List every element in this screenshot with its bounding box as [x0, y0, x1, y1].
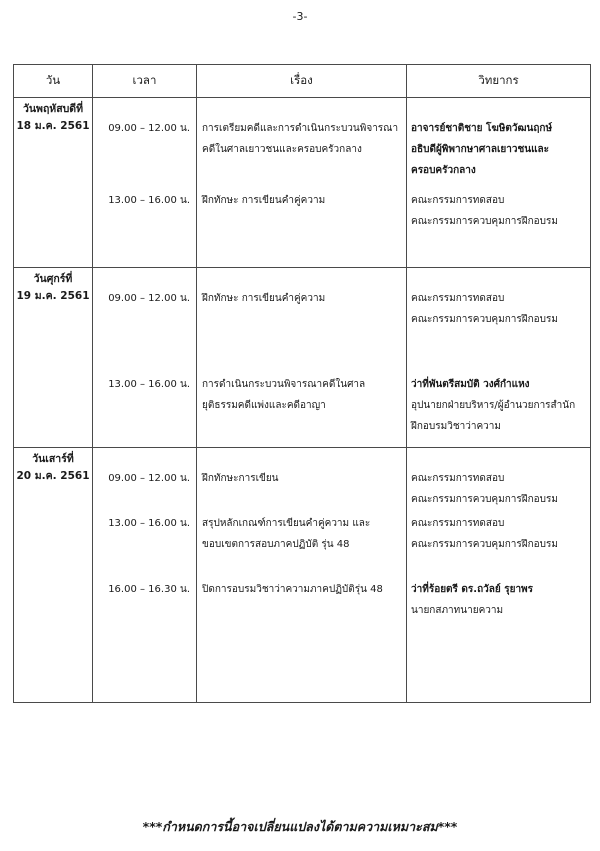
topic-line: ปิดการอบรมวิชาว่าความภาคปฏิบัติรุ่น 48: [202, 584, 383, 595]
session-time: 09.00 – 12.00 น.: [108, 473, 190, 484]
topic-line: สรุปหลักเกณฑ์การเขียนคำคู่ความ และ: [202, 518, 371, 529]
session-time: 16.00 – 16.30 น.: [108, 584, 190, 595]
topic-cell: [197, 98, 407, 268]
speaker-line: ฝึกอบรมวิชาว่าความ: [411, 421, 501, 432]
topic-cell: [197, 448, 407, 703]
topic-line: ขอบเขตการสอบภาคปฏิบัติ รุ่น 48: [202, 539, 350, 550]
day-name: วันศุกร์ที่: [33, 273, 73, 285]
speaker-line: อาจารย์ชาติชาย โฆษิตวัฒนฤกษ์: [411, 123, 553, 134]
topic-line: ฝึกทักษะการเขียน: [202, 473, 279, 484]
session-topic: [197, 288, 406, 309]
speaker-line: นายกสภาทนายความ: [411, 605, 504, 616]
footnote: ***กำหนดการนี้อาจเปลี่ยนแปลงได้ตามความเหมาะสม***: [142, 819, 458, 834]
speaker-line: ว่าที่ร้อยตรี ดร.ถวัลย์ รุยาพร: [411, 584, 534, 595]
topic-line: ฝึกทักษะ การเขียนคำคู่ความ: [202, 293, 326, 304]
speaker-line: อธิบดีผู้พิพากษาศาลเยาวชนและ: [411, 144, 550, 155]
day-row: [14, 98, 591, 268]
speaker-cell: [407, 98, 591, 268]
speaker-line: ครอบครัวกลาง: [411, 165, 476, 176]
topic-line: คดีในศาลเยาวชนและครอบครัวกลาง: [202, 144, 362, 155]
speaker-line: คณะกรรมการควบคุมการฝึกอบรม: [411, 314, 558, 325]
speaker-line: คณะกรรมการควบคุมการฝึกอบรม: [411, 494, 558, 505]
time-cell: [93, 98, 197, 268]
schedule-body: [14, 98, 591, 703]
session-time: 09.00 – 12.00 น.: [108, 123, 190, 134]
session-topic: [197, 579, 406, 600]
header-time: เวลา: [93, 65, 197, 98]
session-speaker: [407, 190, 590, 232]
session-speaker: [407, 468, 590, 510]
speaker-line: คณะกรรมการควบคุมการฝึกอบรม: [411, 216, 558, 227]
day-date: 20 ม.ค. 2561: [16, 470, 90, 482]
session-speaker: [407, 579, 590, 621]
header-topic: เรื่อง: [197, 65, 407, 98]
speaker-line: คณะกรรมการควบคุมการฝึกอบรม: [411, 539, 558, 550]
header-speaker: วิทยากร: [407, 65, 591, 98]
day-cell: [14, 268, 93, 448]
header-row: [14, 65, 591, 98]
topic-line: ฝึกทักษะ การเขียนคำคู่ความ: [202, 195, 326, 206]
speaker-cell: [407, 448, 591, 703]
session-speaker: [407, 374, 590, 437]
speaker-line: คณะกรรมการทดสอบ: [411, 473, 505, 484]
header-day: วัน: [14, 65, 93, 98]
topic-line: การดำเนินกระบวนพิจารณาคดีในศาล: [202, 379, 366, 390]
time-cell: [93, 268, 197, 448]
speaker-line: คณะกรรมการทดสอบ: [411, 195, 505, 206]
session-time: 09.00 – 12.00 น.: [108, 293, 190, 304]
day-date: 18 ม.ค. 2561: [16, 120, 90, 132]
schedule-table: [13, 64, 591, 703]
day-cell: [14, 448, 93, 703]
session-topic: [197, 374, 406, 416]
speaker-line: คณะกรรมการทดสอบ: [411, 518, 505, 529]
session-time: 13.00 – 16.00 น.: [108, 195, 190, 206]
speaker-line: ว่าที่พันตรีสมบัติ วงศ์กำแหง: [411, 379, 530, 390]
topic-cell: [197, 268, 407, 448]
session-speaker: [407, 513, 590, 555]
speaker-cell: [407, 268, 591, 448]
day-row: [14, 268, 591, 448]
session-speaker: [407, 118, 590, 181]
day-row: [14, 448, 591, 703]
session-speaker: [407, 288, 590, 330]
session-time: 13.00 – 16.00 น.: [108, 379, 190, 390]
session-topic: [197, 513, 406, 555]
speaker-line: อุปนายกฝ่ายบริหาร/ผู้อำนวยการสำนัก: [411, 400, 576, 411]
topic-line: การเตรียมคดีและการดำเนินกระบวนพิจารณา: [202, 123, 399, 134]
day-cell: [14, 98, 93, 268]
session-topic: [197, 118, 406, 160]
page-number: -3-: [292, 10, 308, 23]
speaker-line: คณะกรรมการทดสอบ: [411, 293, 505, 304]
day-name: วันพฤหัสบดีที่: [22, 103, 84, 115]
day-date: 19 ม.ค. 2561: [16, 290, 90, 302]
session-time: 13.00 – 16.00 น.: [108, 518, 190, 529]
day-name: วันเสาร์ที่: [32, 453, 74, 465]
session-topic: [197, 190, 406, 211]
topic-line: ยุติธรรมคดีแพ่งและคดีอาญา: [202, 400, 326, 411]
session-topic: [197, 468, 406, 489]
time-cell: [93, 448, 197, 703]
